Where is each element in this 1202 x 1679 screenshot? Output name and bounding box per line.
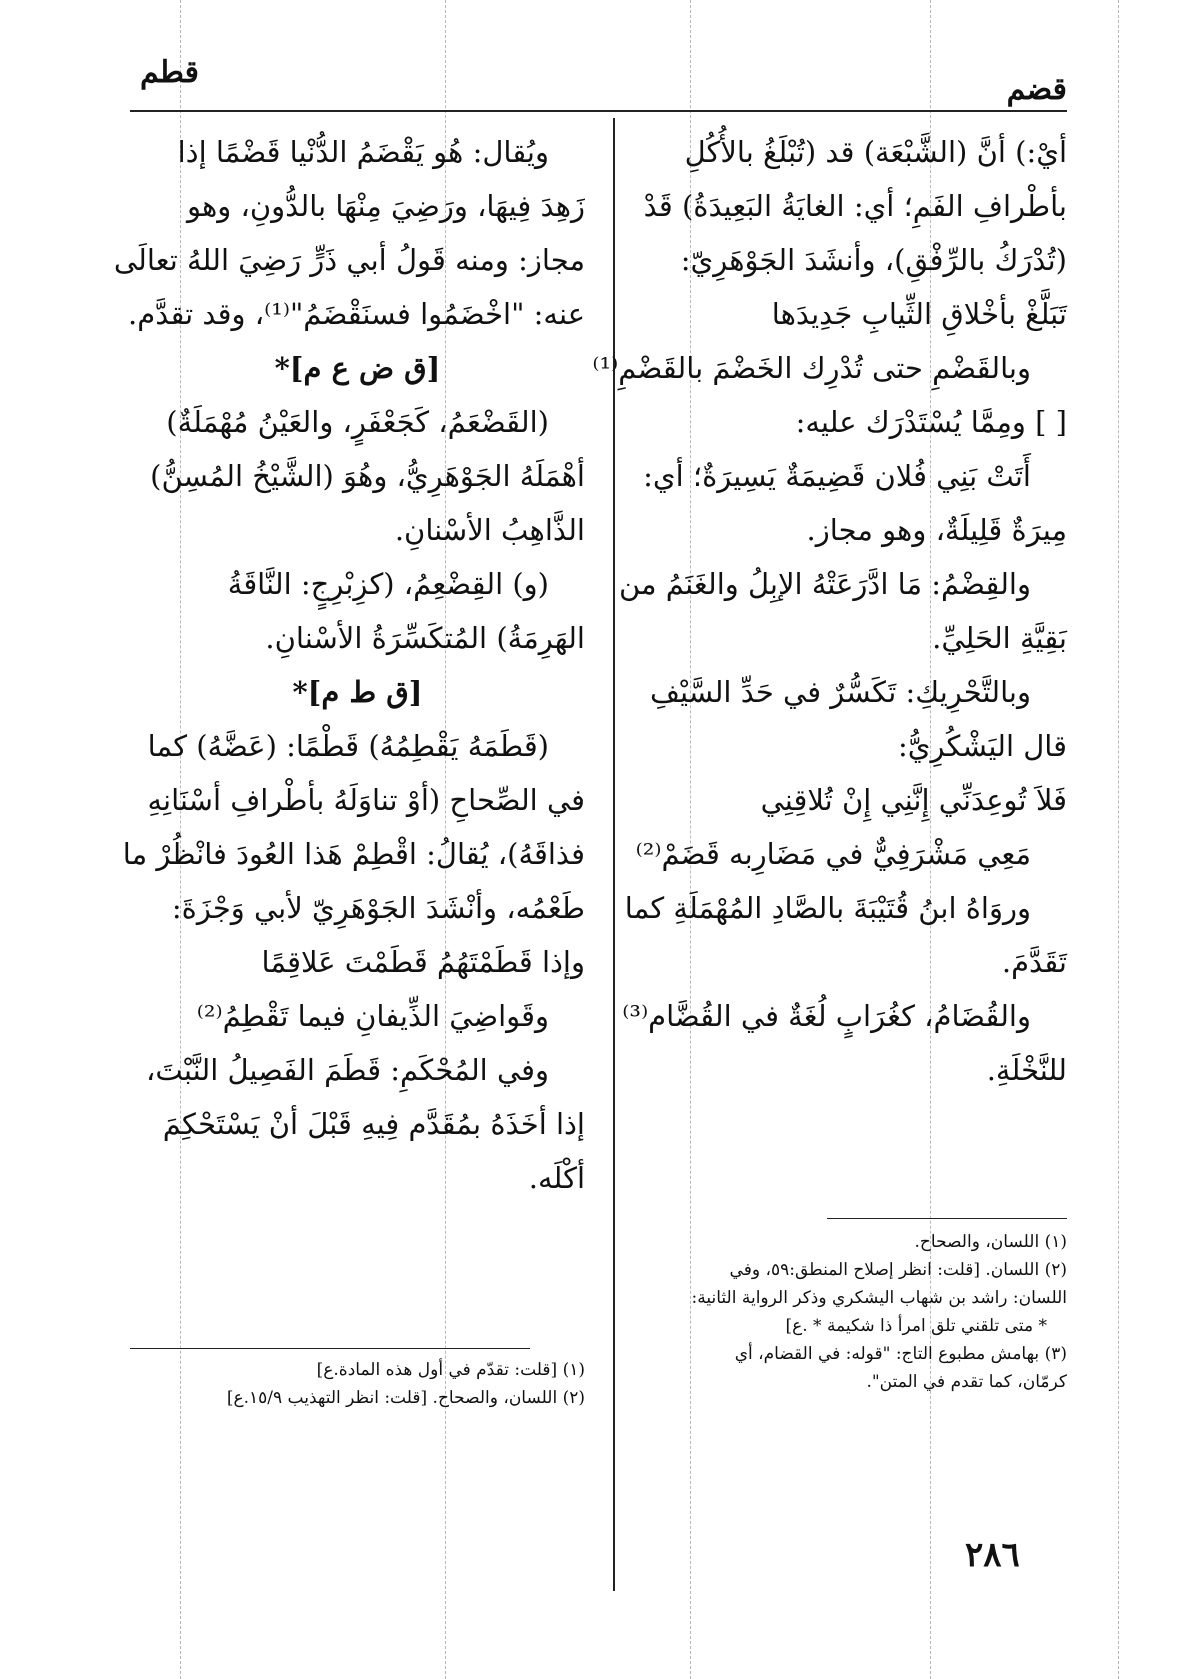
- text-line: أهْمَلَهُ الجَوْهَرِيُّ، وهُوَ (الشَّيْخُ المُسِنُّ): [150, 459, 585, 493]
- left-footnotes: [130, 1356, 585, 1412]
- text-line: مِيرَةٌ قَلِيلَةٌ، وهو مجاز.: [806, 513, 1067, 547]
- footnote: (١) اللسان، والصحاح.: [914, 1232, 1067, 1252]
- verse-line: مَعِي مَشْرَفِيٌّ في مَضَارِبه قَضَمْ⁽²⁾: [635, 837, 1031, 871]
- text-line: (القَضْعَمُ، كَجَعْفَرٍ، والعَيْنُ مُهْمَلَةٌ): [166, 405, 549, 439]
- running-head-left: قطم: [140, 55, 199, 90]
- verse-line: وبالقَضْمِ حتى تُدْرِك الخَضْمَ بالقَضْمِ⁽¹⁾: [592, 351, 1031, 385]
- text-line: (قَطَمَهُ يَقْطِمُهُ) قَطْمًا: (عَضَّهُ) كما: [147, 729, 549, 763]
- entry-heading: [ق ض ع م]*: [274, 351, 441, 385]
- text-line: أَتَتْ بَنِي فُلان قَضِيمَةٌ يَسِيرَةٌ؛ أي:: [643, 459, 1031, 493]
- footnote: (٣) بهامش مطبوع التاج: "قوله: في القضام، أي: [734, 1344, 1067, 1364]
- verse-line: وقَواضِيَ الذِّيفانِ فيما تَقْطِمُ⁽²⁾: [196, 999, 549, 1033]
- text-line: بأطْرافِ الفَمِ؛ أي: الغايَةُ البَعِيدَةُ) قَدْ: [643, 189, 1067, 223]
- verse-line: فَلاَ تُوعِدَنِّي إِنَّنِي إِنْ تُلاقِنِي: [760, 783, 1067, 817]
- text-line: أيْ:) أنَّ (الشَّبْعَة) قد (تُبْلَغُ بالأُكُلِ: [684, 135, 1067, 169]
- footnote: كرمّان، كما تقدم في المتن".: [866, 1372, 1067, 1392]
- footnote-rule: [827, 1218, 1067, 1219]
- footnote: اللسان: راشد بن شهاب اليشكري وذكر الرواية الثانية:: [691, 1288, 1067, 1308]
- right-column: [592, 125, 1067, 1097]
- text-line: تَقَدَّمَ.: [1001, 945, 1067, 979]
- footnote-rule: [130, 1348, 530, 1349]
- text-line: الهَرِمَةُ) المُتكَسِّرَةُ الأسْنانِ.: [265, 621, 585, 655]
- text-line: عنه: "اخْضَمُوا فسنَقْضَمُ"⁽¹⁾، وقد تقدَّم.: [128, 297, 585, 331]
- footnote: (١) [قلت: تقدّم في أول هذه المادة.ع]: [316, 1360, 585, 1380]
- text-line: [ ] ومِمَّا يُسْتَدْرَك عليه:: [795, 405, 1067, 439]
- text-line: للنَّخْلَةِ.: [986, 1053, 1067, 1087]
- text-line: الذَّاهِبُ الأسْنانِ.: [394, 513, 585, 547]
- text-line: طَعْمُه، وأنْشَدَ الجَوْهَرِيّ لأبي وَجْزَةَ:: [171, 891, 585, 925]
- right-footnotes: [607, 1228, 1067, 1396]
- text-line: قال اليَشْكُرِيُّ:: [898, 729, 1067, 763]
- left-column: [113, 125, 585, 1205]
- text-line: والقِضْمُ: مَا ادَّرَعَتْهُ الإبِلُ والغَنَمُ من: [618, 567, 1031, 601]
- page-number: ٢٨٦: [965, 1535, 1020, 1575]
- text-line: بَقِيَّةِ الحَلِيِّ.: [932, 621, 1067, 655]
- text-line: وبالتَّحْرِيكِ: تَكَسُّرٌ في حَدِّ السَّيْفِ: [649, 675, 1031, 709]
- footnote: (٢) اللسان. [قلت: انظر إصلاح المنطق:٥٩، وفي: [729, 1260, 1067, 1280]
- text-line: زَهِدَ فِيهَا، ورَضِيَ مِنْهَا بالدُّونِ، وهو: [187, 189, 585, 223]
- scan-guide-line: [1118, 0, 1119, 1679]
- header-rule: [130, 110, 1067, 112]
- verse-line: وإذا قَطَمْتَهُمُ قَطَمْتَ عَلاقِمًا: [261, 945, 585, 979]
- verse-line: تَبَلَّغْ بأخْلاقِ الثِّيابِ جَدِيدَها: [771, 297, 1067, 331]
- running-head-right: قضم: [1006, 72, 1067, 107]
- text-line: وروَاهُ ابنُ قُتَيْبَةَ بالصَّادِ المُهْمَلَةِ كما: [624, 891, 1031, 925]
- text-line: أكْلَه.: [528, 1161, 585, 1195]
- text-line: في الصِّحاحِ (أوْ تناوَلَهُ بأطْرافِ أسْنَانِهِ: [147, 783, 585, 817]
- text-line: إذا أخَذَهُ بمُقَدَّم فِيهِ قَبْلَ أنْ يَسْتَحْكِمَ: [162, 1107, 585, 1141]
- text-line: والقُضَامُ، كغُرَابٍ لُغَةٌ في القُضَّام⁽³⁾: [622, 999, 1031, 1033]
- entry-heading: [ق ط م]*: [292, 675, 423, 709]
- text-line: وفي المُحْكَمِ: قَطَمَ الفَصِيلُ النَّبْتَ،: [146, 1053, 549, 1087]
- text-line: (تُدْرَكُ بالرِّفْقِ)، وأنشَدَ الجَوْهَرِيّ:: [680, 243, 1067, 277]
- text-line: (و) القِضْعِمُ، (كزِبْرِجٍ: النَّاقَةُ: [227, 567, 549, 601]
- text-line: مجاز: ومنه قَولُ أبي ذَرٍّ رَضِيَ اللهُ تعالَى: [113, 243, 585, 277]
- text-line: فذاقَهُ)، يُقالُ: اقْطِمْ هَذا العُودَ فانْظُرْ ما: [122, 837, 585, 871]
- footnote: (٢) اللسان، والصحاح. [قلت: انظر التهذيب ١٥/٩.ع]: [226, 1388, 585, 1408]
- text-line: ويُقال: هُو يَقْضَمُ الدُّنْيا قَضْمًا إذا: [177, 135, 549, 169]
- footnote: * متى تلقني تلق امرأ ذا شكيمة * .ع]: [785, 1316, 1047, 1336]
